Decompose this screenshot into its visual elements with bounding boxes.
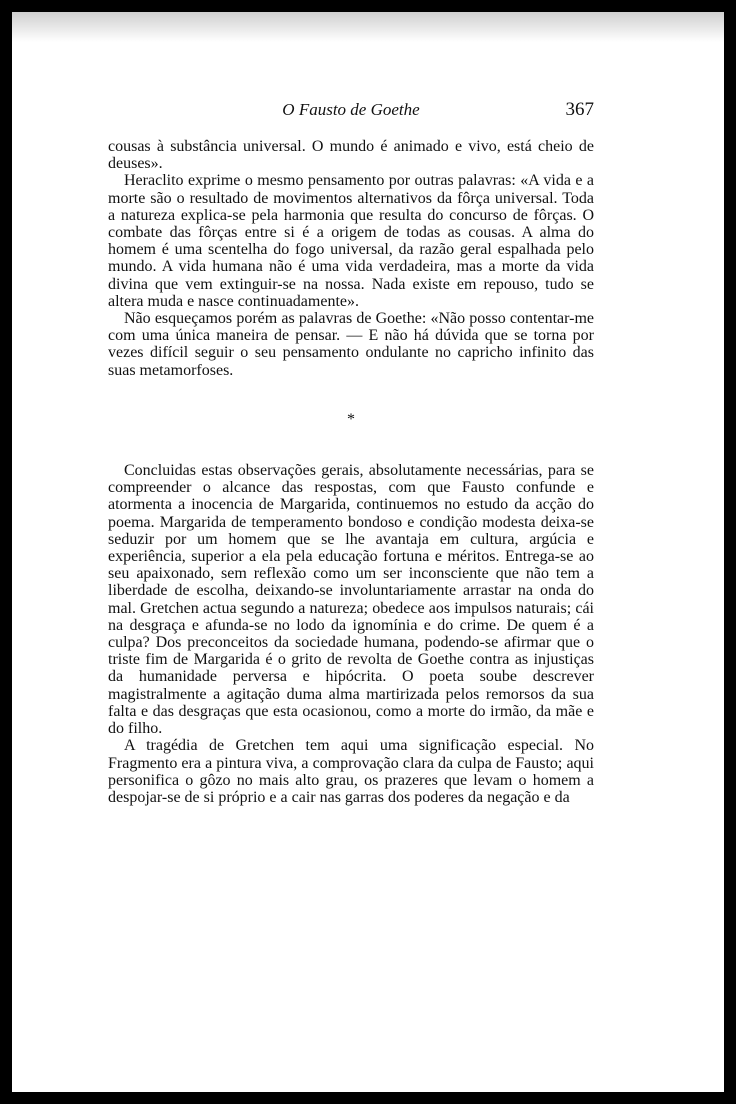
paragraph: Concluidas estas observações gerais, absolutamente necessárias, para se compreender o alcance das respostas, com que Fausto confunde e atormenta a inocencia de Margarida, continuemos no estudo da acção do poema. Margarida de temperamento bondoso e condição modesta deixa-se seduzir por um homem que se lhe avantaja em cultura, argúcia e experiência, superior a ela pela educação fortuna e méritos. Entrega-se ao seu apaixonado, sem reflexão como um ser inconsciente que não tem a liberdade de escolha, deixando-se involuntariamente arrastar na onda do mal. Gretchen actua segundo a natureza; obedece aos impulsos naturais; cái na desgraça e afunda-se no lodo da ignomínia e do crime. De quem é a culpa? Dos preconceitos da sociedade humana, podendo-se afirmar que o triste fim de Margarida é o grito de revolta de Goethe contra as injustiças da humanidade perversa e hipócrita. O poeta soube descrever magistralmente a agitação duma alma martirizada pelos remorsos da sua falta e das desgraças que esta ocasionou, como a morte do irmão, da mãe e do filho. [108, 462, 594, 738]
book-page [12, 12, 724, 1092]
scan-shadow [12, 12, 724, 42]
running-title: O Fausto de Goethe [282, 100, 420, 119]
section-break-asterisk: * [347, 410, 355, 428]
paragraph: Heraclito exprime o mesmo pensamento por outras palavras: «A vida e a morte são o resultado de movimentos alternativos da fôrça universal. Toda a natureza explica-se pela harmonia que resulta do concurso de fôrças. O combate das fôrças entre si é a origem de todas as cousas. A alma do homem é uma scentelha do fogo universal, da razão geral espalhada pelo mundo. A vida humana não é uma vida verdadeira, mas a morte da vida divina que vem extinguir-se na nossa. Nada existe em repouso, tudo se altera muda e nasce continuadamente». [108, 172, 594, 310]
paragraph: Não esqueçamos porém as palavras de Goethe: «Não posso contentar-me com uma única maneira de pensar. — E não há dúvida que se torna por vezes difícil seguir o seu pensamento ondulante no capricho infinito das suas metamorfoses. [108, 310, 594, 379]
body-text [108, 138, 594, 806]
paragraph: cousas à substância universal. O mundo é animado e vivo, está cheio de deuses». [108, 138, 594, 173]
page-number: 367 [565, 99, 594, 120]
running-head [108, 100, 594, 122]
paragraph: A tragédia de Gretchen tem aqui uma significação especial. No Fragmento era a pintura viva, a comprovação clara da culpa de Fausto; aqui personifica o gôzo no mais alto grau, os prazeres que levam o homem a despojar-se de si próprio e a cair nas garras dos poderes da negação e da [108, 737, 594, 806]
